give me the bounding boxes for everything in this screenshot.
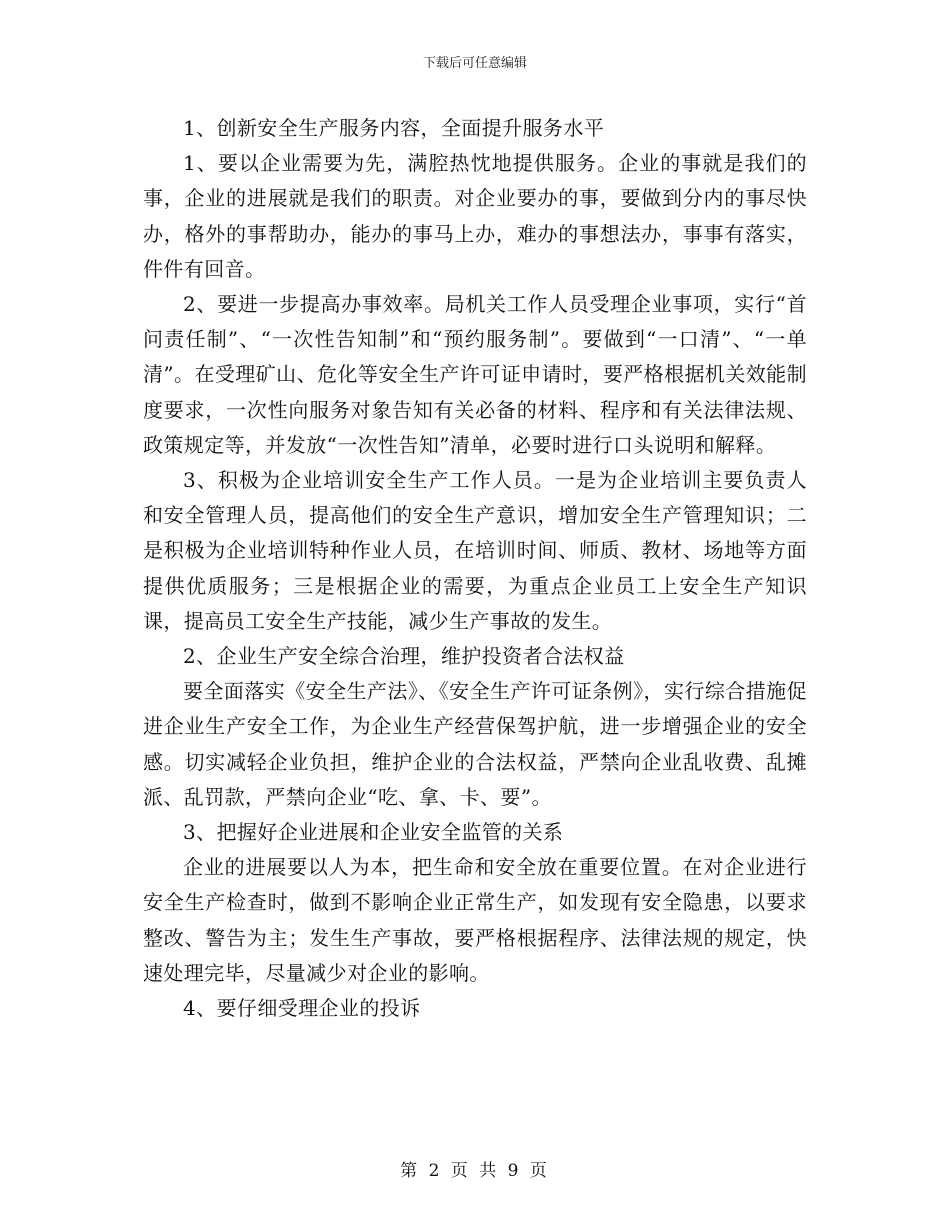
page-header: 下载后可任意编辑 bbox=[422, 56, 527, 71]
paragraph: 1、要以企业需要为先，满腔热忱地提供服务。企业的事就是我们的事，企业的进展就是我们的职责。对企业要办的事，要做到分内的事尽快办，格外的事帮助办，能办的事马上办，难办的事想法办，事事有落实，件件有回音。 bbox=[143, 151, 807, 281]
paragraph: 要全面落实《安全生产法》、《安全生产许可证条例》，实行综合措施促进企业生产安全工作，为企业生产经营保驾护航，进一步增强企业的安全感。切实减轻企业负担，维护企业的合法权益，严禁向企业乱收费、乱摊派、乱罚款，严禁向企业“吃、拿、卡、要”。 bbox=[143, 679, 807, 809]
page-number: 第 2 页 共 9 页 bbox=[400, 1161, 550, 1181]
section-heading-3: 3、把握好企业进展和企业安全监管的关系 bbox=[183, 820, 564, 845]
paragraph: 企业的进展要以人为本，把生命和安全放在重要位置。在对企业进行安全生产检查时，做到不影响企业正常生产，如发现有安全隐患，以要求整改、警告为主；发生生产事故，要严格根据程序、法律法规的规定，快速处理完毕，尽量减少对企业的影响。 bbox=[143, 855, 807, 985]
paragraph: 3、积极为企业培训安全生产工作人员。一是为企业培训主要负责人和安全管理人员，提高他们的安全生产意识，增加安全生产管理知识；二是积极为企业培训特种作业人员，在培训时间、师质、教材、场地等方面提供优质服务；三是根据企业的需要，为重点企业员工上安全生产知识课，提高员工安全生产技能，减少生产事故的发生。 bbox=[143, 468, 807, 633]
section-heading-2: 2、企业生产安全综合治理，维护投资者合法权益 bbox=[183, 644, 625, 669]
paragraph: 2、要进一步提高办事效率。局机关工作人员受理企业事项，实行“首问责任制”、“一次性告知制”和“预约服务制”。要做到“一口清”、“一单清”。在受理矿山、危化等安全生产许可证申请时，要严格根据机关效能制度要求，一次性向服务对象告知有关必备的材料、程序和有关法律法规、政策规定等，并发放“一次性告知”清单，必要时进行口头说明和解释。 bbox=[143, 292, 807, 457]
section-heading-1: 1、创新安全生产服务内容，全面提升服务水平 bbox=[183, 116, 605, 140]
document-body bbox=[143, 111, 807, 1026]
section-heading-4: 4、要仔细受理企业的投诉 bbox=[183, 996, 421, 1021]
